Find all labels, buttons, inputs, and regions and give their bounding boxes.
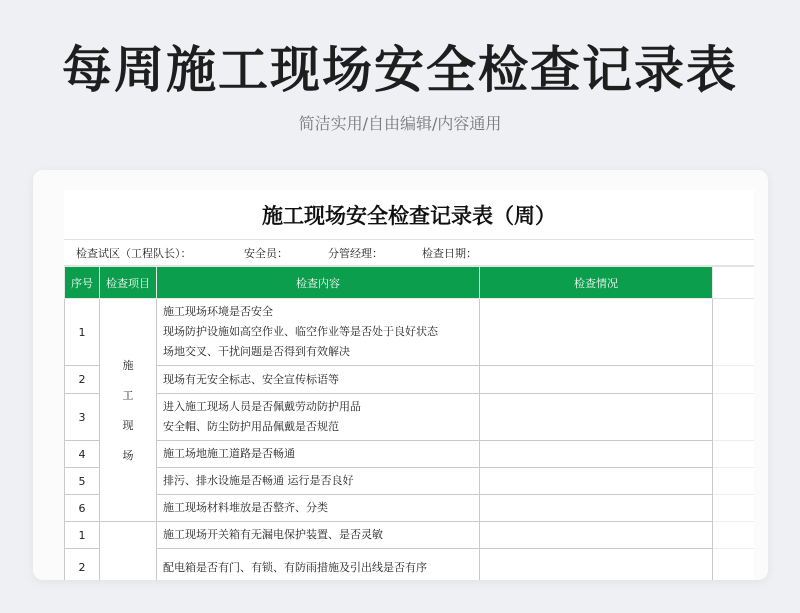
content-cell[interactable] [157,394,480,441]
header-content: 检查内容 [157,267,480,299]
content-cell[interactable] [157,549,480,581]
content-line: 安全帽、防尘防护用品佩戴是否规范 [163,420,339,433]
row-number: 5 [65,468,100,495]
row-number: 4 [65,441,100,468]
extra-cell [713,299,755,366]
banner-subtitle: 简洁实用/自由编辑/内容通用 [298,114,502,133]
row-number: 1 [65,522,100,549]
meta-row [64,240,754,266]
category-char: 现 [122,419,134,432]
status-cell[interactable] [480,468,713,495]
content-line: 现场防护设施如高空作业、临空作业等是否处于良好状态 [163,325,438,338]
content-line: 现场有无安全标志、安全宣传标语等 [163,372,339,386]
date-label: 检查日期： [422,246,477,260]
content-line: 进入施工现场人员是否佩戴劳动防护用品 [163,400,361,413]
content-line: 场地交叉、干扰问题是否得到有效解决 [163,345,350,358]
table-row [65,549,755,581]
status-cell[interactable] [480,522,713,549]
header-row [65,267,755,299]
content-cell[interactable] [157,495,480,522]
table-row [65,366,755,394]
category-char: 施 [122,359,134,372]
content-cell[interactable] [157,299,480,366]
extra-cell [713,441,755,468]
content-line: 施工现场材料堆放是否整齐、分类 [163,501,328,514]
category-cell [100,299,157,522]
content-line: 配电箱是否有门、有锁、有防雨措施及引出线是否有序 [163,560,427,574]
category-char: 工 [122,389,134,402]
content-line: 施工场地施工道路是否畅通 [163,447,295,460]
status-cell[interactable] [480,549,713,581]
spreadsheet [64,190,754,580]
status-cell[interactable] [480,394,713,441]
status-cell[interactable] [480,299,713,366]
status-cell[interactable] [480,441,713,468]
status-cell[interactable] [480,366,713,394]
row-number: 2 [65,366,100,394]
manager-label: 分管经理： [328,246,383,260]
sheet-title: 施工现场安全检查记录表（周） [64,190,754,240]
content-line: 施工现场环境是否安全 [163,305,273,318]
content-line: 施工现场开关箱有无漏电保护装置、是否灵敏 [163,528,383,541]
header-no: 序号 [65,267,100,299]
row-number: 2 [65,549,100,581]
table-row [65,522,755,549]
category-cell [100,522,157,581]
content-cell[interactable] [157,441,480,468]
preview-card [33,170,768,580]
status-cell[interactable] [480,495,713,522]
extra-cell [713,522,755,549]
area-label: 检查试区（工程队长）： [76,246,192,260]
content-line: 排污、排水设施是否畅通 运行是否良好 [163,474,354,487]
extra-cell [713,366,755,394]
table-row [65,441,755,468]
header-item: 检查项目 [100,267,157,299]
table-row [65,299,755,366]
banner-title: 每周施工现场安全检查记录表 [62,41,738,99]
content-cell[interactable] [157,522,480,549]
safety-officer-label: 安全员： [244,246,288,260]
table-row [65,468,755,495]
extra-cell [713,468,755,495]
header-extra [713,267,755,299]
category-char: 场 [122,449,134,462]
table-row [65,495,755,522]
extra-cell [713,495,755,522]
row-number: 6 [65,495,100,522]
extra-cell [713,394,755,441]
inspection-table [64,266,754,580]
row-number: 1 [65,299,100,366]
table-row [65,394,755,441]
row-number: 3 [65,394,100,441]
header-status: 检查情况 [480,267,713,299]
content-cell[interactable] [157,468,480,495]
content-cell[interactable] [157,366,480,394]
extra-cell [713,549,755,581]
